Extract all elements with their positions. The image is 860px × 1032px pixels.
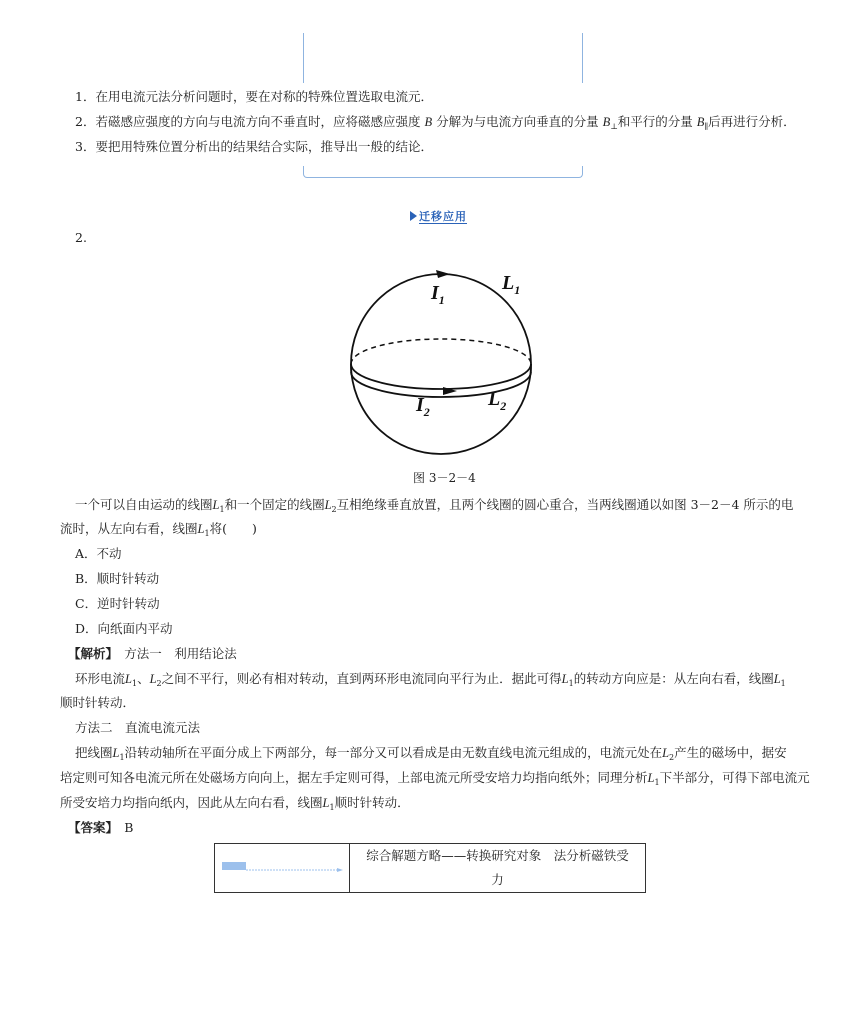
option-b: B．顺时针转动 (75, 571, 160, 586)
coil-l2-front (351, 364, 531, 389)
coil-l2-back-dashed (351, 339, 531, 364)
figure-sphere-coils (340, 262, 545, 462)
answer: 【答案】 B (68, 820, 134, 835)
arrow-i1-icon (436, 270, 450, 278)
analysis-method2-title: 方法二 直流电流元法 (75, 720, 201, 735)
banner-arrow-icon (215, 844, 349, 892)
analysis-m2-line-1: 把线圈$L_1$沿转动轴所在平面分成上下两部分，每一部分又可以看成是由无数直线电流元组成的，电流元处在$L_2$产生的磁场中，据安 (75, 745, 787, 762)
tip-box-left-edge (303, 33, 304, 83)
banner-title-line-2: 力 (491, 872, 504, 887)
option-a: A．不动 (75, 546, 122, 561)
tip-1: 1．在用电流元法分析问题时，要在对称的特殊位置选取电流元． (75, 89, 433, 104)
banner-title-line-1: 综合解题方略——转换研究对象 法分析磁铁受 (366, 848, 629, 863)
analysis-m1-line-1: 环形电流$L_1$、$L_2$之间不平行，则必有相对转动，直到两环形电流同向平行为止．据此可得$L_1$的转动方向应是：从左向右看，线圈$L_1$ (75, 671, 786, 688)
play-icon (410, 211, 417, 221)
question-number: 2. (75, 230, 87, 245)
question-line-2: 流时，从左向右看，线圈$L_1$将( ) (60, 521, 257, 538)
analysis-m1-line-2: 顺时针转动． (60, 695, 136, 710)
analysis-m2-line-2: 培定则可知各电流元所在处磁场方向向上，据左手定则可得，上部电流元所受安培力均指向纸外；同理分析$L_1$下半部分，可得下部电流元 (60, 770, 810, 787)
banner-title-cell (350, 844, 646, 893)
option-d: D．向纸面内平动 (75, 621, 173, 636)
question-line-1: 一个可以自由运动的线圈$L_1$和一个固定的线圈$L_2$互相绝缘垂直放置，且两个线圈的圆心重合，当两线圈通以如图 3－2－4 所示的电 (75, 497, 794, 514)
figure-caption: 图 3－2－4 (413, 471, 476, 485)
label-l1: $L_1$ (502, 272, 521, 297)
banner-left-cell (215, 844, 350, 893)
tip-box-bottom (303, 166, 583, 178)
section-title: 迁移应用 (410, 208, 467, 224)
analysis-heading: 【解析】 方法一 利用结论法 (68, 646, 237, 661)
tip-2: 2．若磁感应强度的方向与电流方向不垂直时，应将磁感应强度 B 分解为与电流方向垂直的分量 $B_\perp$和平行的分量 $B_\parallel$后再进行分析． (75, 114, 796, 131)
label-i1: $I_1$ (431, 282, 445, 307)
option-c: C．逆时针转动 (75, 596, 160, 611)
analysis-m2-line-3: 所受安培力均指向纸内，因此从左向右看，线圈$L_1$顺时针转动． (60, 795, 410, 812)
label-l2: $L_2$ (488, 388, 507, 413)
tip-3: 3．要把用特殊位置分析出的结果结合实际，推导出一般的结论． (75, 139, 433, 154)
strategy-banner (214, 843, 646, 893)
tip-box-right-edge (582, 33, 583, 83)
label-i2: $I_2$ (416, 394, 430, 419)
